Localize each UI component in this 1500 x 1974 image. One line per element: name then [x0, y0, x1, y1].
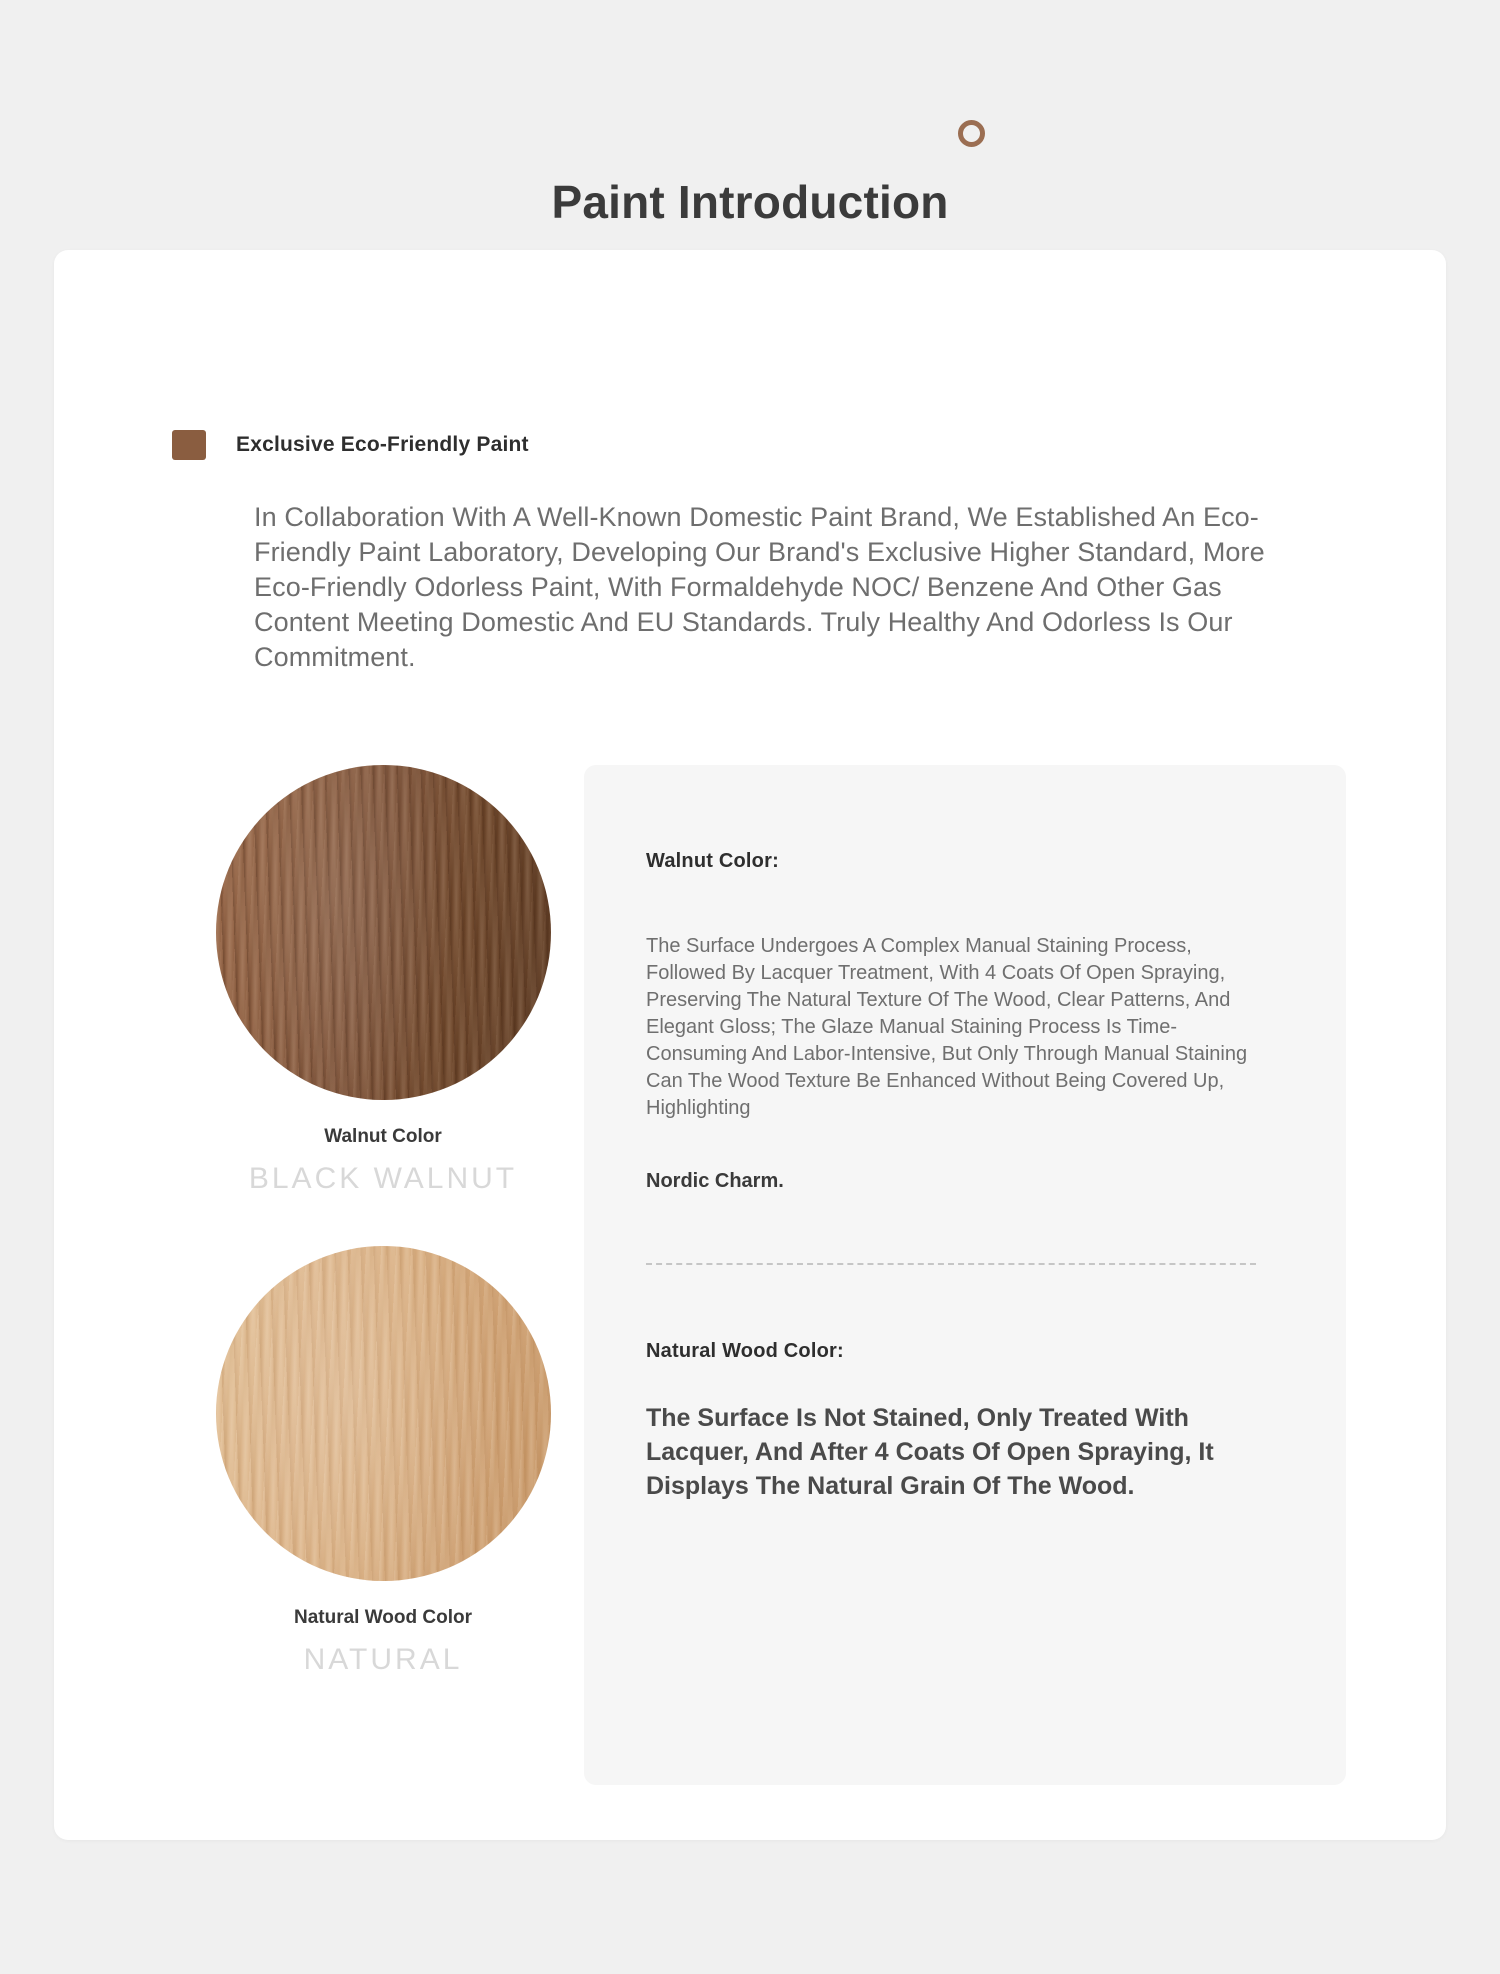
page-header [0, 0, 1500, 250]
walnut-caption: Walnut Color [324, 1126, 442, 1147]
panel-divider [646, 1263, 1256, 1265]
wood-sample-walnut [182, 765, 584, 1196]
descriptions-column [584, 765, 1446, 1785]
walnut-description-closing: Nordic Charm. [646, 1170, 784, 1192]
natural-watermark: NATURAL [303, 1643, 463, 1676]
wood-sample-natural [182, 1246, 584, 1677]
page-title [551, 175, 948, 229]
section-heading [54, 250, 1446, 460]
section-heading-label: Exclusive Eco-Friendly Paint [236, 433, 529, 456]
content-card [54, 250, 1446, 1840]
paint-swatch-icon [172, 430, 206, 460]
natural-description-body: The Surface Is Not Stained, Only Treated With Lacquer, And After 4 Coats Of Open Spraying, It Displays The Natural Grain Of The Wood. [646, 1404, 1214, 1500]
natural-wood-swatch [216, 1246, 551, 1581]
walnut-wood-swatch [216, 765, 551, 1100]
natural-description-title: Natural Wood Color: [646, 1340, 844, 1362]
body-columns [54, 675, 1446, 1785]
wood-samples-column [54, 765, 584, 1785]
walnut-watermark: BLACK WALNUT [248, 1162, 518, 1195]
intro-paragraph: In Collaboration With A Well-Known Domestic Paint Brand, We Established An Eco-Friendly Paint Laboratory, Developing Our Brand's Exclusive Higher Standard, More Eco-Friendly Odorless Paint, With Formaldehyde NOC/ Benzene And Other Gas Content Meeting Domestic And EU Standards. Truly Healthy And Odorless Is Our Commitment. [254, 502, 1265, 672]
natural-caption: Natural Wood Color [293, 1607, 473, 1628]
walnut-description-title: Walnut Color: [646, 850, 779, 872]
page-title-text: Paint Introduction [551, 176, 949, 228]
walnut-description-body: The Surface Undergoes A Complex Manual Staining Process, Followed By Lacquer Treatment, With 4 Coats Of Open Spraying, Preserving The Natural Texture Of The Wood, Clear Patterns, And Elegant Gloss; The Glaze Manual Staining Process Is Time-Consuming And Labor-Intensive, But Only Through Manual Staining Can The Wood Texture Be Enhanced Without Being Covered Up, Highlighting [646, 935, 1248, 1119]
ring-circle-icon [958, 120, 985, 147]
description-panel [584, 765, 1346, 1785]
